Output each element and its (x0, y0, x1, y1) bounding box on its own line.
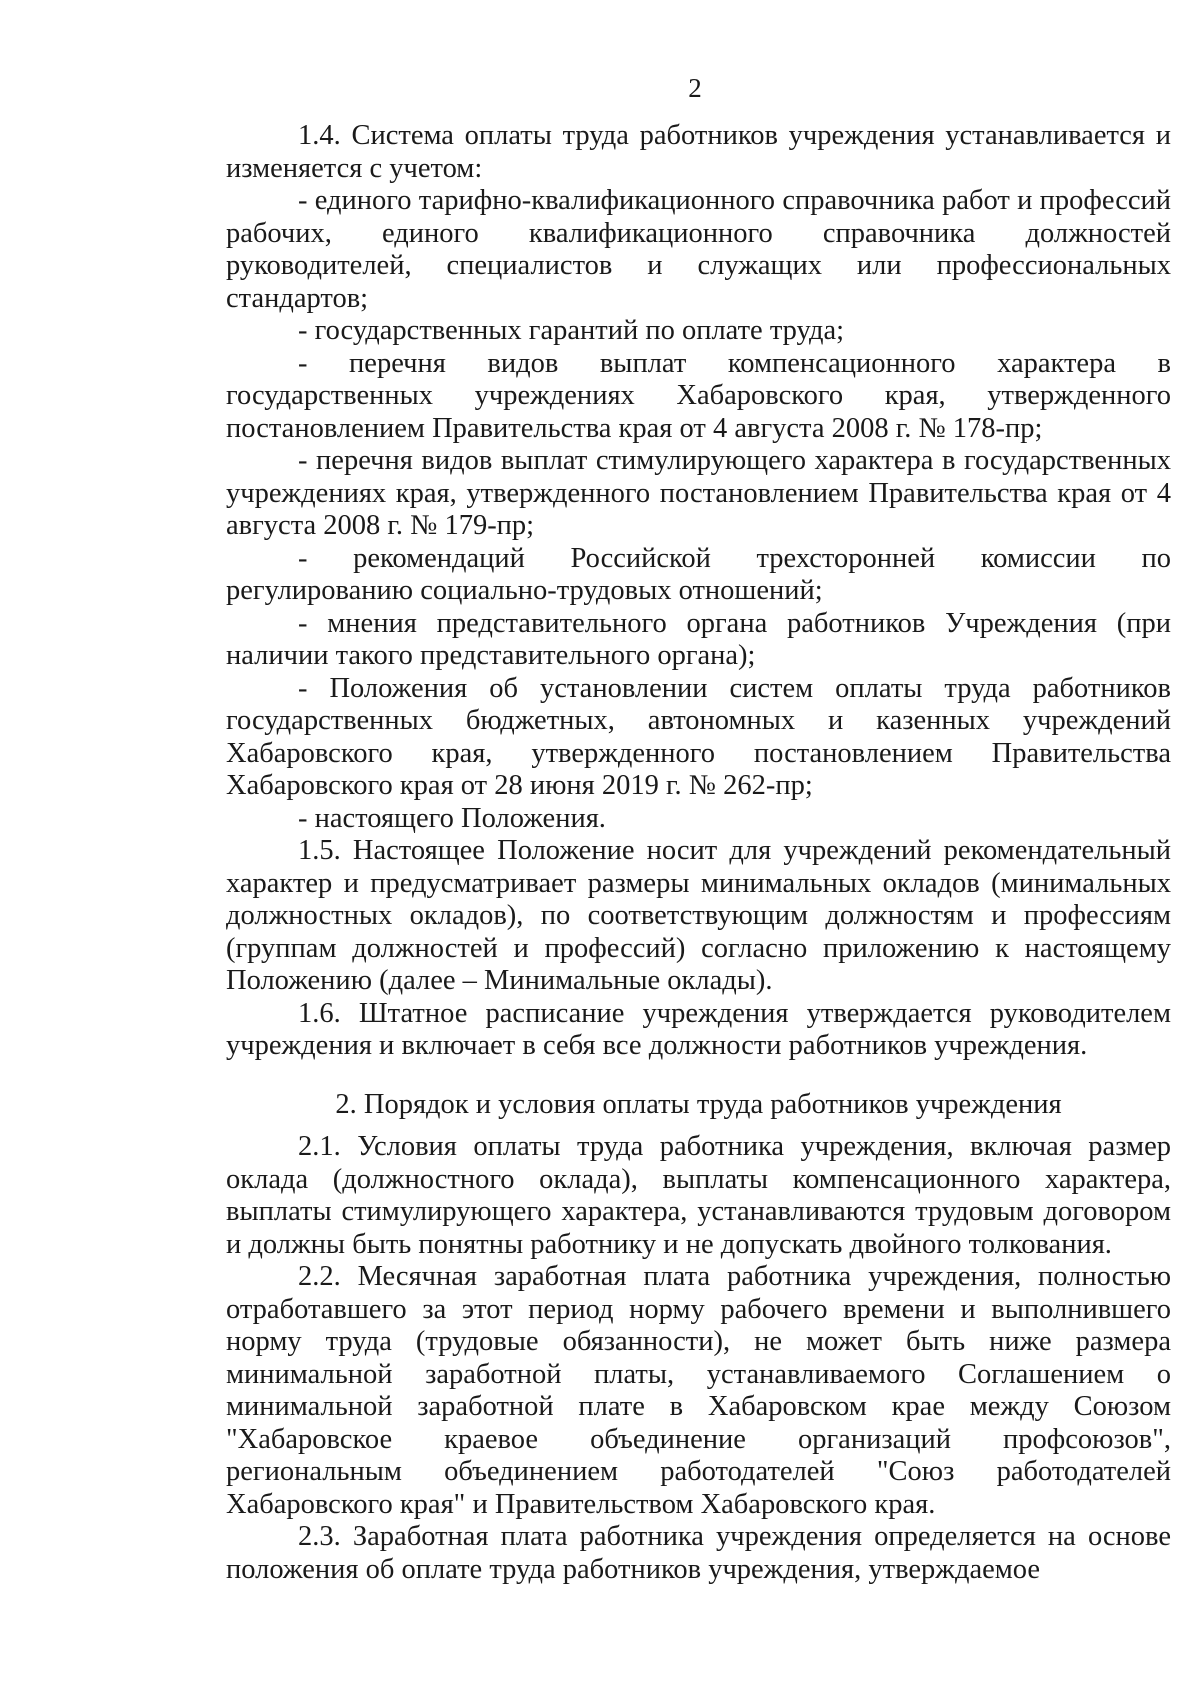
list-item-incentive-payments: - перечня видов выплат стимулирующего характера в государственных учреждениях края, утвержденного постановлением Правительства края от 4 августа 2008 г. № 179-пр; (226, 445, 1171, 541)
section-heading: 2. Порядок и условия оплаты труда работников учреждения (335, 1088, 1062, 1120)
list-item-this-regulation: - настоящего Положения. (298, 802, 606, 834)
list-item-tripartite-commission: - рекомендаций Российской трехсторонней комиссии по регулированию социально-трудовых отношений; (226, 542, 1171, 606)
list-item-pay-systems-regulation: - Положения об установлении систем оплаты труда работников государственных бюджетных, автономных и казенных учреждений Хабаровского края, утвержденного постановлением Правительства Хабаровского края от 28 июня 2019 г. № 262-пр; (226, 672, 1171, 801)
heading-spacer (226, 1121, 1171, 1131)
paragraph-1-4: 1.4. Система оплаты труда работников учреждения устанавливается и изменяется с учетом: (226, 120, 1171, 184)
page-number: 2 (688, 73, 702, 103)
paragraph-2-3: 2.3. Заработная плата работника учреждения определяется на основе положения об оплате труда работников учреждения, утверждаемое (226, 1521, 1171, 1585)
list-item-representative-body: - мнения представительного органа работников Учреждения (при наличии такого представительного органа); (226, 607, 1171, 671)
paragraph-2-2: 2.2. Месячная заработная плата работника учреждения, полностью отработавшего за этот период норму рабочего времени и выполнившего норму труда (трудовые обязанности), не может быть ниже размера минимальной заработной платы, устанавливаемого Соглашением о минимальной заработной плате в Хабаровском крае между Союзом "Хабаровское краевое объединение организаций профсоюзов", региональным объединением работодателей "Союз работодателей Хабаровского края" и Правительством Хабаровского края. (226, 1261, 1171, 1520)
paragraph-2-1: 2.1. Условия оплаты труда работника учреждения, включая размер оклада (должностного оклада), выплаты компенсационного характера, выплаты стимулирующего характера, устанавливаются трудовым договором и должны быть понятны работнику и не допускать двойного толкования. (226, 1131, 1171, 1260)
document-body (226, 120, 1171, 1586)
section-spacer (226, 1063, 1171, 1089)
paragraph-1-6: 1.6. Штатное расписание учреждения утверждается руководителем учреждения и включает в себя все должности работников учреждения. (226, 997, 1171, 1061)
list-item-state-guarantees: - государственных гарантий по оплате труда; (298, 315, 845, 346)
paragraph-1-5: 1.5. Настоящее Положение носит для учреждений рекомендательный характер и предусматривает размеры минимальных окладов (минимальных должностных окладов), по соответствующим должностям и профессиям (группам должностей и профессий) согласно приложению к настоящему Положению (далее – Минимальные оклады). (226, 835, 1171, 996)
list-item-compensation-payments: - перечня видов выплат компенсационного характера в государственных учреждениях Хабаровского края, утвержденного постановлением Правительства края от 4 августа 2008 г. № 178-пр; (226, 347, 1171, 444)
list-item-tariff-directory: - единого тарифно-квалификационного справочника работ и профессий рабочих, единого квалификационного справочника должностей руководителей, специалистов и служащих или профессиональных стандартов; (226, 185, 1171, 314)
